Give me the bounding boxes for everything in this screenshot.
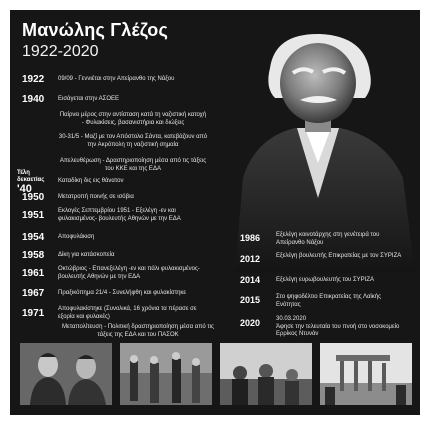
timeline-text: Πραξικόπημα 21/4 - Συνελήφθη και φυλακίστηκε xyxy=(58,290,187,296)
timeline-year: 2015 xyxy=(240,295,261,305)
timeline-text: Καταδίκη δις εις θάνατον xyxy=(58,178,124,184)
timeline-year: 1922 xyxy=(22,74,45,85)
timeline-text: Εκλογές Σεπτεμβρίου 1951 - Εξελέγη -εν και φυλακισμένος- βουλευτής Αθηνών με την ΕΔΑ xyxy=(58,208,181,222)
timeline-text: Εξελέγη ευρωβουλευτής του ΣΥΡΙΖΑ xyxy=(276,277,375,283)
timeline-year: 2020 xyxy=(240,318,261,328)
poster-title: Μανώλης Γλέζος xyxy=(22,20,169,40)
timeline-year: 1971 xyxy=(22,308,45,319)
timeline-text: Αποφυλάκιση xyxy=(58,234,95,240)
timeline-text: Αποφυλακίστηκε (Συνολικά, 16 χρόνια τα πέρασε σε εξορία και φυλακές) xyxy=(58,306,197,320)
timeline-text: Δίκη για κατάσκοπεία xyxy=(58,252,115,258)
timeline-year: 1961 xyxy=(22,268,45,279)
timeline-text: Στο ψηφοδέλτιο Επικρατείας της Λαϊκής Ενότητας xyxy=(276,294,382,308)
timeline-year: 1951 xyxy=(22,210,45,221)
decade-label-big: '40 xyxy=(17,183,32,196)
timeline-text: Εξελέγη κοινοτάρχης στη γενέτειρά του Απείρανθο Νάξου xyxy=(276,232,380,246)
timeline-text: Μεταπολίτευση - Πολιτική δραστηριοποίηση μέσα από τις τάξεις της ΕΔΑ και του ΠΑΣΟΚ xyxy=(62,324,214,338)
poster-years: 1922-2020 xyxy=(22,43,99,60)
timeline-text: Παίρνει μέρος στην αντίσταση κατά τη ναζιστική κατοχή - Φυλακίσεις, βασανιστήρια και διώξεις xyxy=(59,112,207,126)
timeline-text: 30.03.2020 Άφησε την τελευταία του πνοή στο νοσοκομείο Ερρίκος Ντυνάν xyxy=(276,316,400,337)
timeline-year: 1940 xyxy=(22,94,45,105)
timeline-text: Οκτώβριος - Επανεξελέγη -εν και πάλι φυλακισμένος- βουλευτής Αθηνών με την ΕΔΑ xyxy=(58,266,200,280)
timeline-year: 1950 xyxy=(22,192,45,203)
photo-two-men xyxy=(20,343,112,405)
decade-label-top: Τέλη δεκαετίας xyxy=(17,170,45,183)
timeline-text: Απελευθέρωση - Δραστηριοποίηση μέσα από τις τάξεις του ΚΚΕ και της ΕΔΑ xyxy=(59,158,207,172)
timeline-year: 1958 xyxy=(22,250,45,261)
timeline-year: 1986 xyxy=(240,233,261,243)
timeline-year: 2012 xyxy=(240,254,261,264)
photo-crowd xyxy=(220,343,312,405)
timeline-poster xyxy=(10,10,420,415)
timeline-text: 30-31/5 - Μαζί με τον Απόστολο Σάντα, κατεβάζουν από την Ακρόπολη τη ναζιστική σημαία xyxy=(58,134,208,148)
timeline-year: 1954 xyxy=(22,232,45,243)
timeline-year: 1967 xyxy=(22,288,45,299)
timeline-year: 2014 xyxy=(240,275,261,285)
timeline-text: Εισάγεται στην ΑΣΟΕΕ xyxy=(58,96,120,102)
photo-group xyxy=(120,343,212,405)
photo-monument xyxy=(320,343,412,405)
timeline-text: Εξελέγη βουλευτής Επικρατείας με τον ΣΥΡΙΖΑ xyxy=(276,253,402,259)
timeline-text: Μετατροπή ποινής σε ισόβια xyxy=(58,194,134,200)
timeline-text: 09/09 - Γεννιέται στην Απείρανθο της Νάξου xyxy=(58,76,175,82)
photo-strip xyxy=(20,343,412,405)
